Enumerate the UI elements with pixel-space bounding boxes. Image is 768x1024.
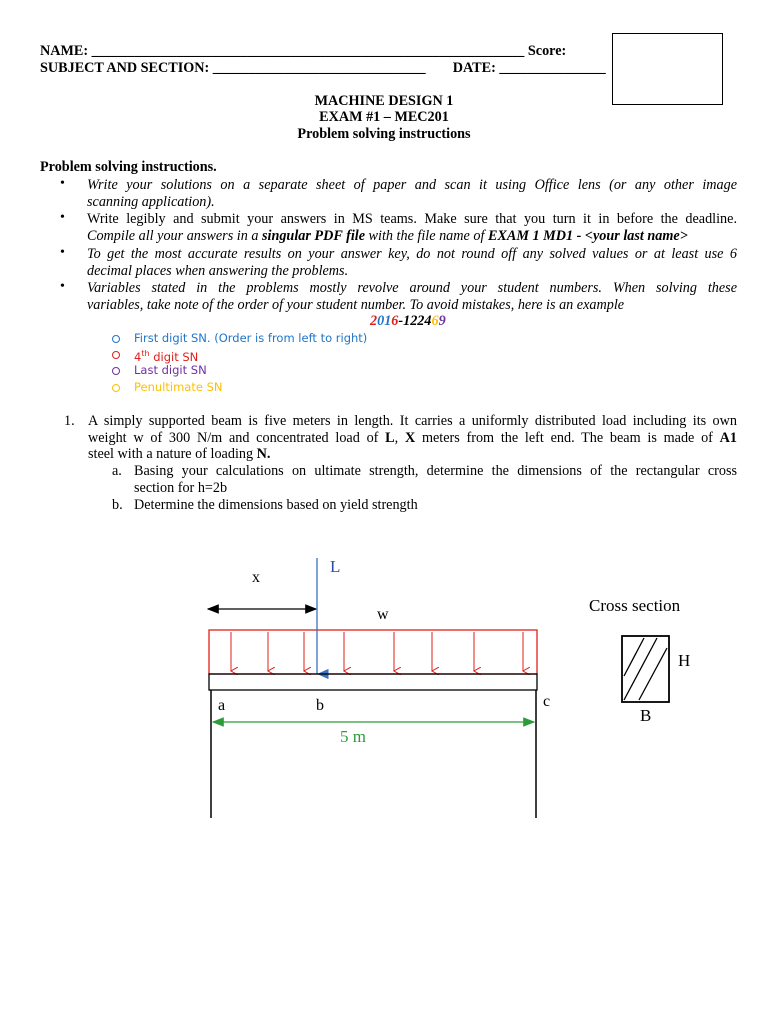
circle-bullet-icon <box>112 367 120 375</box>
circle-bullet-icon <box>112 384 120 392</box>
circle-bullet-icon <box>112 351 120 359</box>
sub-question-a-line-1: Basing your calculations on ultimate strength, determine the dimensions of the rectangular cross <box>134 463 737 479</box>
sub-item-first-digit: First digit SN. (Order is from left to right) <box>134 331 368 345</box>
problem-line-1: A simply supported beam is five meters in length. It carries a uniformly distributed load including its own <box>88 413 737 429</box>
bullet-dot: • <box>60 176 65 191</box>
bullet-2-line-2: Compile all your answers in a singular PDF file with the file name of EXAM 1 MD1 - <your last name> <box>87 228 688 244</box>
circle-bullet-icon <box>112 335 120 343</box>
score-label: Score: <box>527 43 567 59</box>
length-label: 5 m <box>340 727 366 746</box>
subject-label: SUBJECT AND SECTION: <box>40 60 210 76</box>
beam-diagram <box>0 540 768 830</box>
subject-row <box>40 60 606 77</box>
date-label: DATE: <box>452 60 496 76</box>
name-label: NAME: <box>40 43 89 59</box>
height-label: H <box>678 651 691 670</box>
course-title: MACHINE DESIGN 1 <box>314 93 454 109</box>
x-label: x <box>252 569 260 586</box>
problem-line-2: weight w of 300 N/m and concentrated load of L, X meters from the left end. The beam is made of A1 <box>88 430 737 446</box>
bullet-4-line-2: variables, take note of the order of your student number. To avoid mistakes, here is an example <box>87 297 625 313</box>
bullet-1-line-2: scanning application). <box>87 194 215 210</box>
bullet-4-line-1: Variables stated in the problems mostly revolve around your student numbers. When solving these <box>87 280 737 296</box>
sub-question-a-label: a. <box>112 463 122 479</box>
load-arrows <box>231 632 523 671</box>
sub-question-b-label: b. <box>112 497 123 513</box>
support-a-label: a <box>218 697 226 714</box>
sub-item-penultimate: Penultimate SN <box>134 380 223 394</box>
bullet-dot: • <box>60 245 65 260</box>
student-number-example: 2016-122469 <box>370 313 446 329</box>
name-row <box>40 43 566 60</box>
beam <box>209 674 537 690</box>
bullet-dot: • <box>60 279 65 294</box>
name-blank[interactable]: _____________________________________________________________ <box>91 43 525 59</box>
problem-number: 1. <box>64 413 75 429</box>
cross-section-hatch <box>624 638 667 700</box>
sub-question-a-line-2: section for h=2b <box>134 480 228 496</box>
point-b-label: b <box>316 697 324 714</box>
instructions-title: Problem solving instructions <box>297 126 471 142</box>
exam-title: EXAM #1 – MEC201 <box>319 109 449 125</box>
cross-section-title: Cross section <box>589 596 681 615</box>
sub-question-b-line-1: Determine the dimensions based on yield strength <box>134 497 418 513</box>
bullet-3-line-2: decimal places when answering the problems. <box>87 263 349 279</box>
distributed-load-box <box>209 630 537 674</box>
bullet-2-line-1: Write legibly and submit your answers in MS teams. Make sure that you turn it in before the deadline. <box>87 211 737 227</box>
L-label: L <box>330 557 341 576</box>
cross-section-rect <box>622 636 669 702</box>
date-blank[interactable]: _______________ <box>499 60 606 76</box>
subject-blank[interactable]: ______________________________ <box>212 60 426 76</box>
bullet-3-line-1: To get the most accurate results on your answer key, do not round off any solved values or at least use 6 <box>87 246 737 262</box>
w-label: w <box>377 606 389 623</box>
instructions-heading: Problem solving instructions. <box>40 159 217 175</box>
bullet-dot: • <box>60 210 65 225</box>
support-c-label: c <box>543 693 551 710</box>
sub-item-fourth-digit: 4th digit SN <box>134 349 199 364</box>
problem-line-3: steel with a nature of loading N. <box>88 446 271 462</box>
bullet-1-line-1: Write your solutions on a separate sheet of paper and scan it using Office lens (or any other image <box>87 177 737 193</box>
base-label: B <box>640 706 652 725</box>
sub-item-last-digit: Last digit SN <box>134 363 207 377</box>
